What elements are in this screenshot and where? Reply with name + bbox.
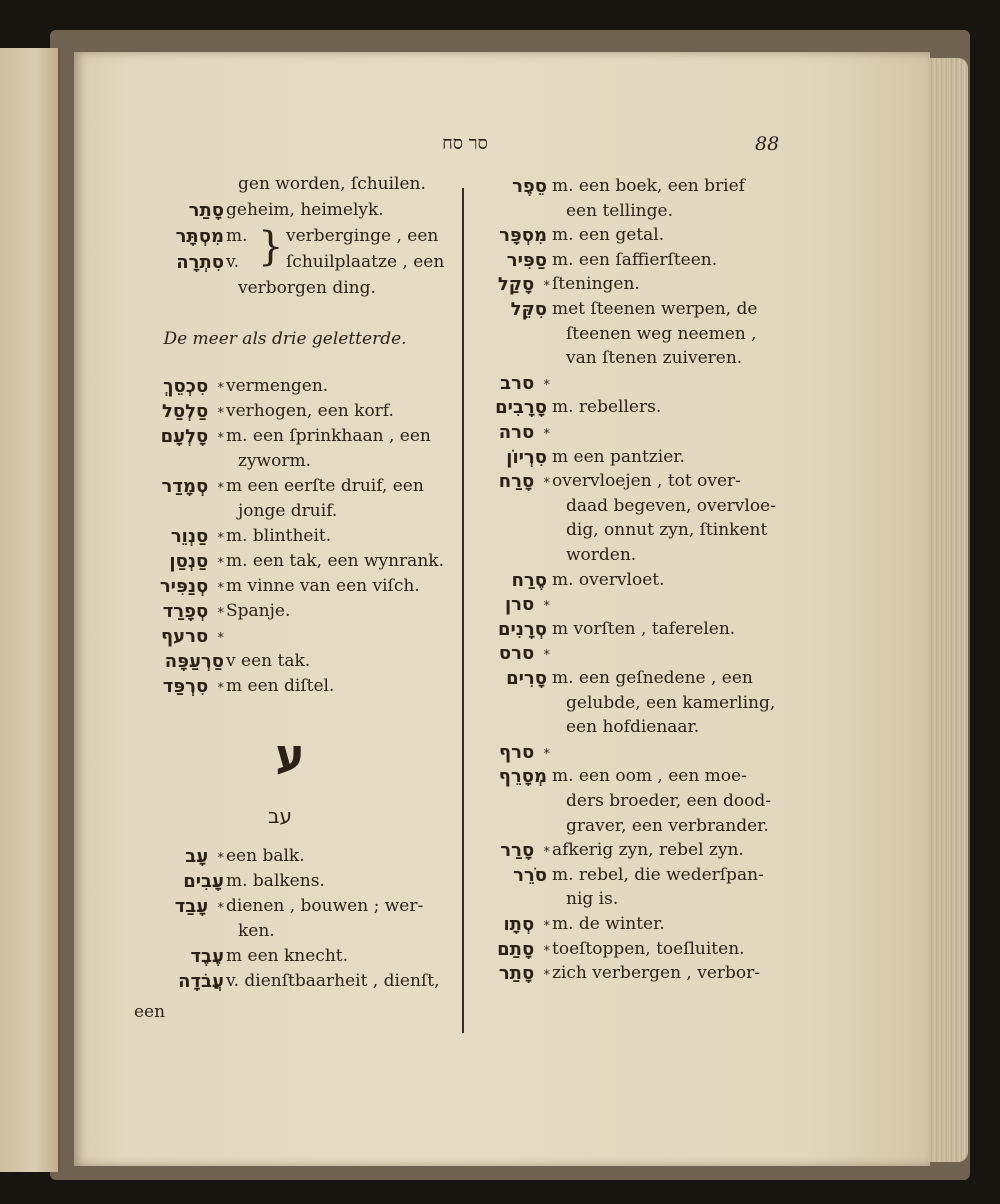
entry [120, 869, 450, 894]
entry [120, 574, 450, 599]
entry [490, 223, 790, 248]
continuation-text: daad begeven, overvloe- [566, 495, 776, 516]
entry [120, 549, 450, 574]
continuation-text: ſteenen weg neemen , [566, 323, 757, 344]
entry [490, 838, 790, 863]
entry [490, 395, 790, 420]
definition: m. blintheit. [226, 526, 332, 546]
continuation-text: nig is. [566, 889, 619, 910]
section-letter: ע [275, 730, 305, 781]
entry [120, 944, 450, 969]
definition: vermengen. [226, 376, 329, 396]
headword: מִסְפָּר [499, 225, 547, 247]
headword: * סְפָרַד [162, 601, 224, 622]
entry [490, 297, 790, 322]
entry [120, 524, 450, 549]
headword: סַפִּיר [506, 249, 547, 271]
definition: m. een tak, een wynrank. [226, 551, 444, 571]
facing-page-edge [0, 48, 60, 1172]
entry [120, 894, 450, 919]
definition: afkerig zyn, rebel zyn. [552, 840, 744, 861]
continuation-text: van ſtenen zuiveren. [566, 348, 743, 369]
entry [490, 371, 790, 396]
page-number: 88 [755, 133, 780, 155]
headword: * סַנְוֵר [170, 526, 224, 547]
definition: overvloejen , tot over- [552, 471, 741, 492]
text-line [120, 276, 450, 301]
headword: סָרִים [506, 668, 547, 689]
continuation-text: dig, onnut zyn, ſtinkent [566, 520, 768, 541]
definition: verberginge , een [286, 226, 439, 246]
definition: ſteningen. [552, 274, 640, 295]
definition: m. een getal. [552, 225, 665, 246]
definition: met ſteenen werpen, de [552, 299, 758, 319]
entry [120, 474, 450, 499]
headword: * סְמָדַר [161, 476, 224, 497]
entry [120, 599, 450, 624]
headword: סֹרֵר [513, 864, 547, 886]
headword: סָרָבִים [495, 397, 547, 419]
entry [490, 174, 790, 199]
definition: m. een oom , een moe- [552, 766, 747, 787]
entry [490, 961, 790, 986]
entry [120, 649, 450, 674]
entry [490, 937, 790, 962]
entry [490, 617, 790, 642]
definition: m. de winter. [552, 914, 665, 934]
sub-heading: עב [267, 804, 293, 828]
continuation-text: gen worden, ſchuilen. [238, 174, 426, 194]
headword: * סָתַם [497, 938, 550, 960]
entry [120, 224, 450, 249]
catchword: een [134, 1002, 166, 1022]
continuation-text: ken. [238, 921, 275, 941]
headword: * סרס [498, 643, 550, 665]
entry [490, 568, 790, 593]
headword: * סָלְעָם [160, 426, 224, 447]
text-line [490, 518, 790, 543]
entry [490, 420, 790, 445]
headword: * סָתַר [498, 963, 550, 985]
text-line [490, 789, 790, 814]
brace-glyph: } [258, 224, 284, 270]
entry [490, 764, 790, 789]
entry [120, 969, 450, 994]
definition: m. een geſnedene , een [552, 668, 753, 688]
headword: סֵפֶר [512, 176, 547, 197]
entry [120, 624, 450, 649]
headword: * סַלְסַל [161, 401, 224, 422]
definition: Spanje. [226, 601, 291, 621]
definition: m. rebellers. [552, 397, 662, 418]
entry [490, 863, 790, 888]
entry [490, 469, 790, 494]
entry [120, 674, 450, 699]
text-line [120, 449, 450, 474]
definition: v een tak. [226, 651, 311, 671]
headword: * סִרְפַּד [162, 676, 224, 697]
entry [490, 445, 790, 470]
gender-label: v. [226, 252, 239, 272]
definition: m. een ſaffierſteen. [552, 249, 718, 270]
continuation-text: graver, een verbrander. [566, 815, 769, 836]
entry [490, 272, 790, 297]
column-divider [462, 188, 464, 1033]
headword: * סרף [499, 741, 550, 763]
headword: * סרה [498, 422, 550, 443]
definition: m vinne van een viſch. [226, 576, 420, 596]
headword: סֶרַח [511, 569, 547, 591]
headword: מְסָרֵף [498, 766, 547, 788]
entry [490, 641, 790, 666]
text-line [120, 172, 450, 197]
headword: * סָרַר [500, 840, 550, 862]
continuation-text: een tellinge. [566, 200, 673, 221]
definition: m een diſtel. [226, 676, 335, 696]
continuation-text: worden. [566, 545, 637, 565]
definition: m. rebel, die wederſpan- [552, 864, 764, 885]
text-line [120, 499, 450, 524]
headword: * סַנְסַן [169, 551, 224, 572]
entry [120, 399, 450, 424]
text-line [490, 346, 790, 371]
text-line [490, 494, 790, 519]
definition: m. een ſprinkhaan , een [226, 426, 431, 446]
headword: * סרב [500, 372, 550, 394]
headword: עָבִים [183, 871, 224, 892]
entry [490, 912, 790, 937]
headword: * סְנַפִּיר [159, 576, 224, 597]
text-line [490, 322, 790, 347]
entry [120, 198, 450, 223]
definition: m. overvloet. [552, 569, 665, 590]
continuation-text: verborgen ding. [238, 278, 376, 298]
text-line [490, 691, 790, 716]
headword: סְרָנִים [497, 618, 547, 640]
definition: m een eerſte druif, een [226, 476, 424, 496]
headword: * סרעף [161, 626, 224, 647]
continuation-text: jonge druif. [238, 501, 338, 521]
text-line [490, 199, 790, 224]
definition: verhogen, een korf. [226, 401, 394, 421]
definition: ſchuilplaatze , een [286, 252, 445, 272]
definition: m. balkens. [226, 871, 325, 891]
definition: m een pantzier. [552, 446, 685, 467]
headword: * סָקַל [497, 274, 550, 296]
definition: m vorſten , taferelen. [552, 618, 736, 639]
headword: עֲבֹדָה [178, 971, 224, 992]
headword: * סרן [504, 594, 550, 616]
entry [490, 740, 790, 765]
entry [120, 250, 450, 275]
text-line [490, 543, 790, 568]
continuation-text: gelubde, een kamerling, [566, 692, 776, 713]
headword: סִקֵּל [510, 299, 547, 320]
headword: * עָבַד [174, 896, 224, 917]
definition: geheim, heimelyk. [226, 200, 384, 220]
section-heading: De meer als drie geletterde. [163, 329, 407, 349]
headword: עֶבֶד [190, 946, 224, 967]
headword: * סְתָו [503, 914, 550, 935]
headword: * עָב [185, 846, 224, 867]
text-line [490, 715, 790, 740]
entry [120, 424, 450, 449]
definition: m een knecht. [226, 946, 349, 966]
text-line [120, 919, 450, 944]
definition: v. dienſtbaarheit , dienſt, [226, 971, 440, 991]
text-line [490, 887, 790, 912]
entry [490, 248, 790, 273]
definition: dienen , bouwen ; wer- [226, 896, 424, 916]
entry [490, 592, 790, 617]
entry [120, 374, 450, 399]
definition: m. een boek, een brief [552, 176, 745, 196]
headword: סִתְרָה [176, 252, 224, 273]
definition: een balk. [226, 846, 305, 866]
headword: סִרְיוֹן [506, 446, 547, 468]
entry [490, 666, 790, 691]
headword: מִסְתָּר [175, 226, 224, 247]
headword: סָתַר [188, 200, 224, 221]
headword: סַרְעַפָּה [164, 651, 224, 672]
headword: * סָרַח [498, 471, 550, 493]
continuation-text: een hofdienaar. [566, 717, 700, 738]
gender-label: m. [226, 226, 248, 246]
headword: * סִכְסֵךְ [163, 376, 224, 397]
running-head: סר סח [442, 133, 488, 154]
text-line [490, 814, 790, 839]
entry [120, 844, 450, 869]
definition: toeſtoppen, toeſluiten. [552, 938, 745, 959]
definition: zich verbergen , verbor- [552, 963, 761, 984]
continuation-text: ders broeder, een dood- [566, 791, 771, 811]
continuation-text: zyworm. [238, 451, 311, 471]
